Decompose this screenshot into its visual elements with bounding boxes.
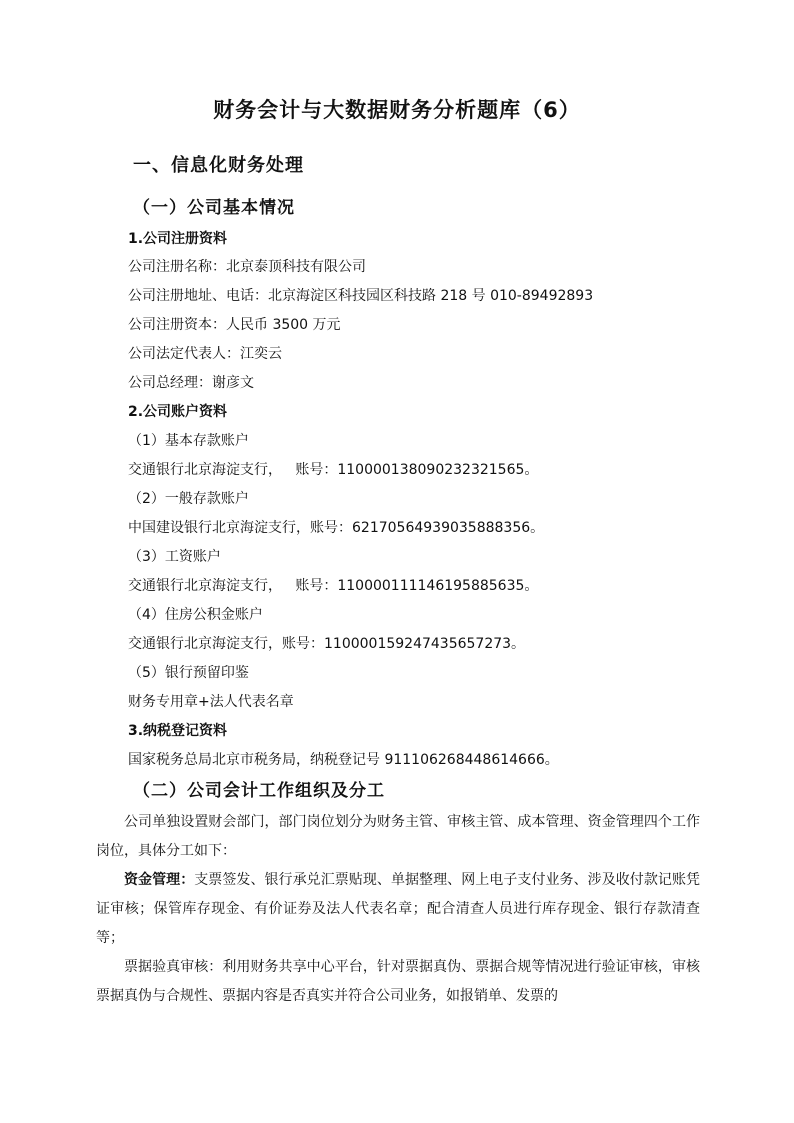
general-manager: 公司总经理：谢彦文 xyxy=(128,375,254,391)
paragraph-fund-management xyxy=(96,866,700,953)
subsection-heading-1: （一）公司基本情况 xyxy=(133,198,295,218)
tax-detail: 国家税务总局北京市税务局，纳税登记号 911106268448614666。 xyxy=(128,752,559,768)
account-item-2-label: （2）一般存款账户 xyxy=(128,491,249,507)
paragraph-invoice-verification: 票据验真审核：利用财务共享中心平台，针对票据真伪、票据合规等情况进行验证审核，审核票据真伪与合规性、票据内容是否真实并符合公司业务，如报销单、发票的 xyxy=(96,959,700,1004)
account-item-3-detail: 交通银行北京海淀支行， 账号：110000111146195885635。 xyxy=(128,578,539,594)
accounts-heading: 2.公司账户资料 xyxy=(128,404,228,420)
account-item-1-detail: 交通银行北京海淀支行， 账号：110000138090232321565。 xyxy=(128,462,539,478)
registration-heading: 1.公司注册资料 xyxy=(128,231,228,247)
tax-heading: 3.纳税登记资料 xyxy=(128,723,228,739)
registration-capital: 公司注册资本：人民币 3500 万元 xyxy=(128,317,341,333)
paragraph-organization: 公司单独设置财会部门，部门岗位划分为财务主管、审核主管、成本管理、资金管理四个工作岗位，具体分工如下： xyxy=(96,814,700,859)
account-item-4-label: （4）住房公积金账户 xyxy=(128,607,263,623)
legal-representative: 公司法定代表人：江奕云 xyxy=(128,346,282,362)
account-item-1-label: （1）基本存款账户 xyxy=(128,433,249,449)
fund-management-label: 资金管理： xyxy=(124,872,195,888)
account-item-5-label: （5）银行预留印鉴 xyxy=(128,665,249,681)
fund-management-body: 支票签发、银行承兑汇票贴现、单据整理、网上电子支付业务、涉及收付款记账凭证审核；保管库存现金、有价证券及法人代表名章；配合清查人员进行库存现金、银行存款清查等； xyxy=(96,872,700,946)
section-heading-1: 一、信息化财务处理 xyxy=(133,155,304,176)
document-title: 财务会计与大数据财务分析题库（6） xyxy=(213,98,581,122)
account-item-5-detail: 财务专用章+法人代表名章 xyxy=(128,694,294,710)
registration-name: 公司注册名称：北京泰顶科技有限公司 xyxy=(128,259,366,275)
registration-address: 公司注册地址、电话：北京海淀区科技园区科技路 218 号 010-89492893 xyxy=(128,288,594,304)
subsection-heading-2: （二）公司会计工作组织及分工 xyxy=(133,781,385,801)
account-item-2-detail: 中国建设银行北京海淀支行，账号：62170564939035888356。 xyxy=(128,520,545,536)
account-item-4-detail: 交通银行北京海淀支行，账号：110000159247435657273。 xyxy=(128,636,526,652)
account-item-3-label: （3）工资账户 xyxy=(128,549,221,565)
